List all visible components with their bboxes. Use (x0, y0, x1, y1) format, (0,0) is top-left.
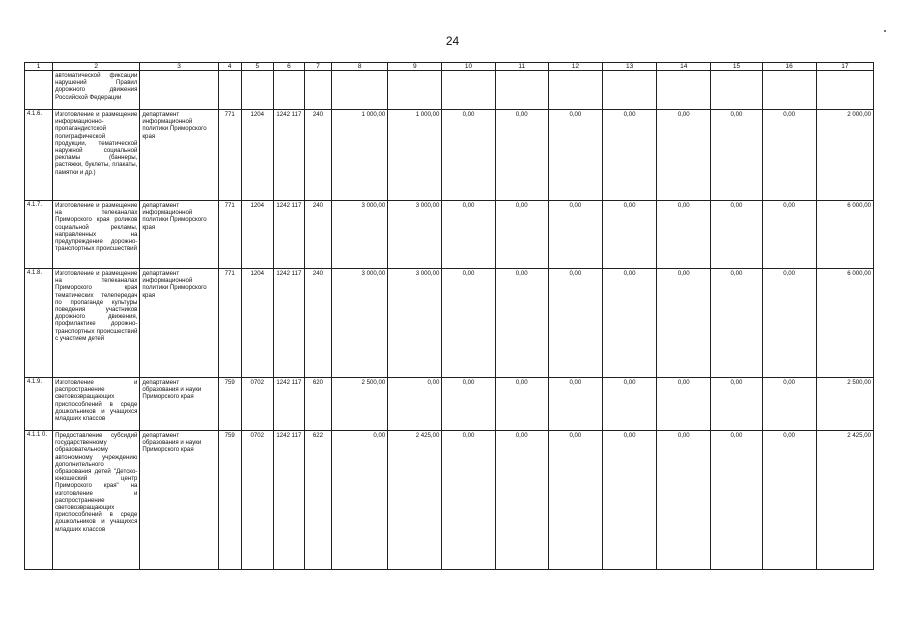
table-row (25, 201, 874, 269)
table-row (25, 110, 874, 201)
cell-amount: 0,00 (442, 378, 495, 431)
cell-amount: 0,00 (762, 269, 816, 378)
cell-total: 2 425,00 (816, 431, 873, 570)
cell-amount: 0,00 (657, 110, 711, 201)
cell-amount: 3 000,00 (388, 201, 442, 269)
col-header: 6 (273, 63, 304, 71)
cell-csr: 1242 117 (273, 378, 304, 431)
cell-rzpr: 0702 (241, 431, 273, 570)
cell-amount: 0,00 (495, 431, 548, 570)
cell-csr: 1242 117 (273, 110, 304, 201)
cell-item-number: 4.1.7. (25, 201, 53, 269)
cell-grbs: 759 (218, 431, 241, 570)
cell-amount: 0,00 (602, 201, 656, 269)
col-header: 7 (304, 63, 331, 71)
cell-empty (657, 71, 711, 110)
cell-amount: 0,00 (548, 431, 602, 570)
cell-total: 6 000,00 (816, 201, 873, 269)
cell-csr: 1242 117 (273, 431, 304, 570)
cell-amount: 0,00 (602, 110, 656, 201)
col-header: 3 (140, 63, 218, 71)
cell-item-number: 4.1.6. (25, 110, 53, 201)
cell-amount: 0,00 (495, 110, 548, 201)
cell-amount: 0,00 (657, 378, 711, 431)
cell-agency: департамент информационной политики Приморского края (140, 269, 218, 378)
col-header: 8 (332, 63, 388, 71)
cell-description: Изготовление и размещение информационно-пропагандистской полиграфической продукции, тематической наружной социальной рекламы (баннеры, растяжки, буклеты, плакаты, памятки и др.) (53, 110, 140, 201)
cell-empty (548, 71, 602, 110)
col-header: 14 (657, 63, 711, 71)
col-header: 9 (388, 63, 442, 71)
cell-empty (304, 71, 331, 110)
cell-empty (602, 71, 656, 110)
cell-total: 2 500,00 (816, 378, 873, 431)
cell-amount: 0,00 (332, 431, 388, 570)
cell-empty (495, 71, 548, 110)
cell-amount: 0,00 (602, 431, 656, 570)
cell-amount: 0,00 (442, 201, 495, 269)
col-header: 1 (25, 63, 53, 71)
cell-agency: департамент информационной политики Приморского края (140, 110, 218, 201)
cell-amount: 0,00 (762, 378, 816, 431)
cell-agency: департамент информационной политики Приморского края (140, 201, 218, 269)
col-header: 13 (602, 63, 656, 71)
cell-grbs: 771 (218, 110, 241, 201)
column-number-header (25, 63, 874, 71)
cell-total: 6 000,00 (816, 269, 873, 378)
cell-agency: департамент образования и науки Приморского края (140, 431, 218, 570)
cell-amount: 0,00 (388, 378, 442, 431)
cell-amount: 2 500,00 (332, 378, 388, 431)
table-row (25, 431, 874, 570)
cell-agency: департамент образования и науки Приморского края (140, 378, 218, 431)
cell-amount: 0,00 (602, 378, 656, 431)
cell-amount: 0,00 (711, 431, 762, 570)
cell-amount: 0,00 (711, 110, 762, 201)
cell-amount: 0,00 (711, 201, 762, 269)
cell-amount: 0,00 (548, 269, 602, 378)
cell-grbs: 759 (218, 378, 241, 431)
col-header: 10 (442, 63, 495, 71)
cell-item-number: 4.1.1 0. (25, 431, 53, 570)
cell-amount: 0,00 (657, 269, 711, 378)
page-number: 24 (445, 34, 460, 48)
cell-amount: 0,00 (442, 110, 495, 201)
cell-amount: 0,00 (495, 201, 548, 269)
cell-vr: 622 (304, 431, 331, 570)
cell-amount: 0,00 (495, 378, 548, 431)
cell-rzpr: 1204 (241, 110, 273, 201)
cell-empty (442, 71, 495, 110)
col-header: 4 (218, 63, 241, 71)
cell-amount: 0,00 (762, 110, 816, 201)
cell-description: Предоставление субсидий государственному образовательному автономному учреждению дополнительного образования детей "Детско-юношеский центр Приморского края" на изготовление и распространение световозвращающих приспособлений в среде дошкольников и учащихся младших классов (53, 431, 140, 570)
cell-description: Изготовление и размещение на телеканалах Приморского края тематических телепередач по пропаганде культуры поведения участников дорожного движения, профилактике дорожно-транспортных происшествий с участием детей (53, 269, 140, 378)
cell-empty (273, 71, 304, 110)
cell-csr: 1242 117 (273, 269, 304, 378)
cell-description: Изготовление и размещение на телеканалах Приморского края роликов социальной рекламы, направленных на предупреждение дорожно-транспортных происшествий (53, 201, 140, 269)
cell-amount: 0,00 (602, 269, 656, 378)
col-header: 12 (548, 63, 602, 71)
col-header: 17 (816, 63, 873, 71)
cell-rzpr: 1204 (241, 269, 273, 378)
cell-amount: 3 000,00 (332, 201, 388, 269)
cell-grbs: 771 (218, 201, 241, 269)
cell-amount: 2 425,00 (388, 431, 442, 570)
cell-amount: 1 000,00 (332, 110, 388, 201)
cell-vr: 240 (304, 110, 331, 201)
col-header: 15 (711, 63, 762, 71)
cell-amount: 0,00 (442, 431, 495, 570)
cell-empty (816, 71, 873, 110)
cell-empty (388, 71, 442, 110)
cell-amount: 0,00 (762, 431, 816, 570)
cell-amount: 0,00 (711, 269, 762, 378)
table-row (25, 269, 874, 378)
cell-amount: 0,00 (495, 269, 548, 378)
cell-item-number: 4.1.9. (25, 378, 53, 431)
cell-empty (762, 71, 816, 110)
cell-amount: 3 000,00 (388, 269, 442, 378)
cell-empty (218, 71, 241, 110)
cell-amount: 0,00 (548, 110, 602, 201)
cell-empty (140, 71, 218, 110)
cell-amount: 0,00 (442, 269, 495, 378)
program-funding-table (24, 62, 874, 570)
cell-rzpr: 0702 (241, 378, 273, 431)
cell-vr: 240 (304, 269, 331, 378)
cell-empty (25, 71, 53, 110)
cell-amount: 0,00 (657, 431, 711, 570)
cell-empty (332, 71, 388, 110)
cell-vr: 620 (304, 378, 331, 431)
cell-amount: 0,00 (762, 201, 816, 269)
col-header: 5 (241, 63, 273, 71)
scan-speck (884, 30, 886, 32)
cell-empty (711, 71, 762, 110)
cell-amount: 0,00 (548, 378, 602, 431)
cell-description: автоматической фиксации нарушений Правил дорожного движения Российской Федерации (53, 71, 140, 110)
cell-rzpr: 1204 (241, 201, 273, 269)
cell-amount: 0,00 (711, 378, 762, 431)
cell-amount: 0,00 (657, 201, 711, 269)
cell-amount: 1 000,00 (388, 110, 442, 201)
cell-grbs: 771 (218, 269, 241, 378)
cell-amount: 3 000,00 (332, 269, 388, 378)
cell-total: 2 000,00 (816, 110, 873, 201)
continuation-row (25, 71, 874, 110)
cell-empty (241, 71, 273, 110)
col-header: 2 (53, 63, 140, 71)
table-row (25, 378, 874, 431)
cell-item-number: 4.1.8. (25, 269, 53, 378)
cell-vr: 240 (304, 201, 331, 269)
col-header: 16 (762, 63, 816, 71)
col-header: 11 (495, 63, 548, 71)
cell-amount: 0,00 (548, 201, 602, 269)
cell-description: Изготовление и распространение световозвращающих приспособлений в среде дошкольников и учащихся младших классов (53, 378, 140, 431)
cell-csr: 1242 117 (273, 201, 304, 269)
